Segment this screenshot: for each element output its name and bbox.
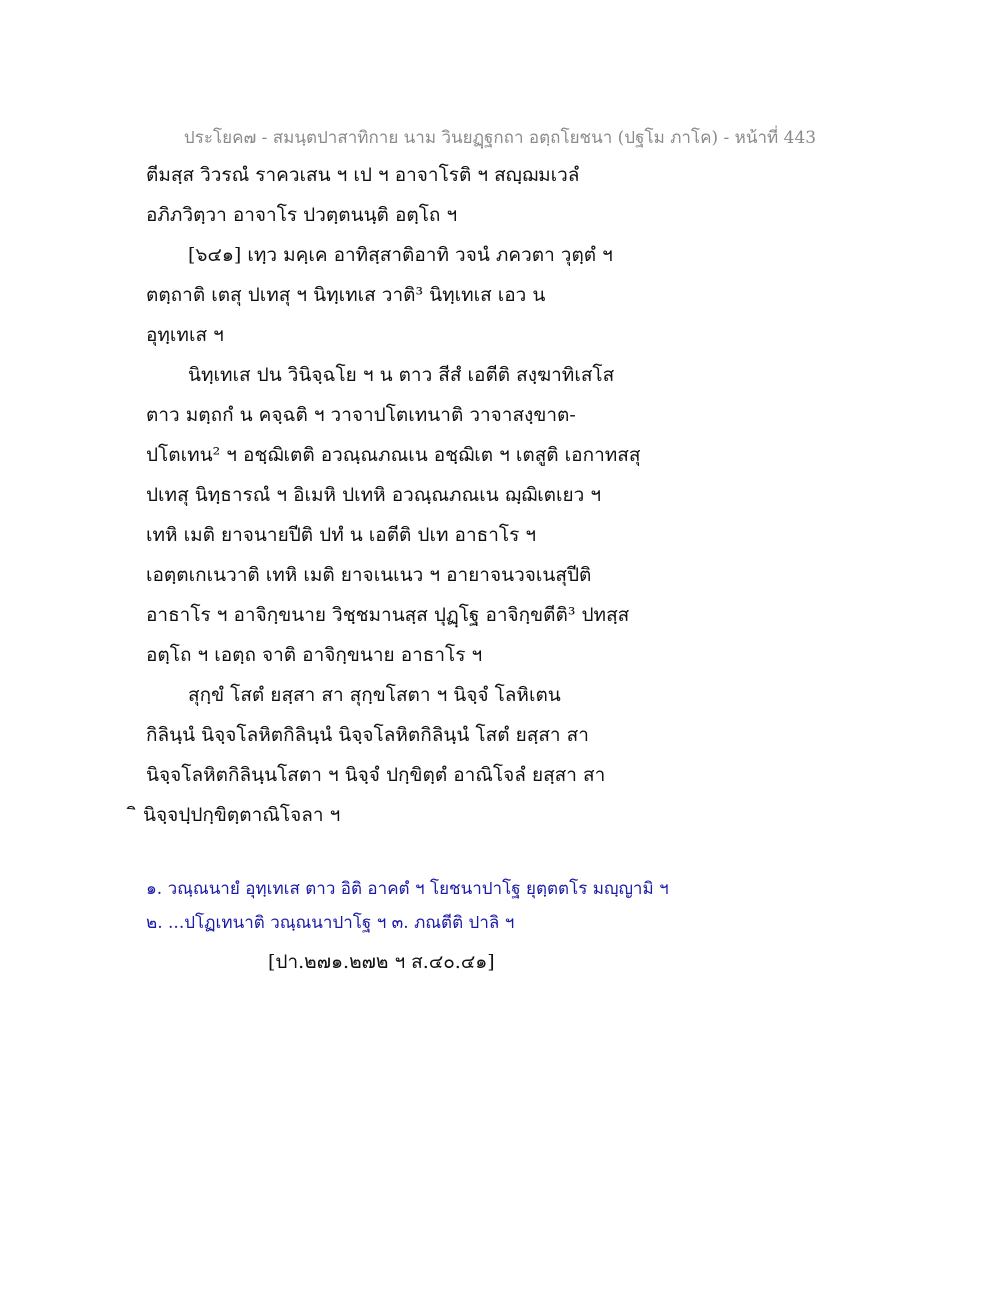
- body-line: กิลินฺนํ นิจฺจโลหิตกิลินฺนํ นิจฺจโลหิตกิลินฺนํ โสตํ ยสฺสา สา: [146, 724, 589, 746]
- body-line: อุทฺเทเส ฯ: [146, 324, 224, 346]
- body-line: อตฺโถ ฯ เอตฺถ จาติ อาจิกฺขนาย อาธาโร ฯ: [146, 644, 483, 666]
- body-line: ิ นิจฺจปฺปกฺขิตฺตาณิโจลา ฯ: [137, 804, 341, 826]
- body-line: ตตฺถาติ เตสุ ปเทสุ ฯ นิทฺเทเส วาติ³ นิทฺเทเส เอว น: [146, 284, 546, 306]
- body-line: อภิภวิตฺวา อาจาโร ปวตฺตนนฺติ อตฺโถ ฯ: [146, 204, 458, 226]
- footnote: ๒. ...ปโฏเทนาติ วณฺณนาปาโฐ ฯ ๓. ภณตีติ ปาลิ ฯ: [146, 913, 515, 933]
- body-line: ตาว มตฺถกํ น คจฺฉติ ฯ วาจาปโตเทนาติ วาจาสงฺขาต-: [146, 404, 576, 426]
- page-header: ประโยค๗ - สมนฺตปาสาทิกาย นาม วินยฏฺฐกถา อตฺถโยชนา (ปฐโม ภาโค) - หน้าที่ 443: [183, 128, 817, 148]
- body-line: สุกฺขํ โสตํ ยสฺสา สา สุกฺขโสตา ฯ นิจฺจํ โลหิเตน: [188, 684, 561, 706]
- footnote: ๑. วณฺณนายํ อุทฺเทเส ตาว อิติ อาคตํ ฯ โยชนาปาโฐ ยุตฺตตโร มญฺญามิ ฯ: [146, 879, 669, 899]
- body-line: ปเทสุ นิทฺธารณํ ฯ อิเมหิ ปเทหิ อวณฺณภณเน ฌฺฌิเตเยว ฯ: [146, 484, 602, 506]
- body-line: อาธาโร ฯ อาจิกฺขนาย วิชฺชมานสฺส ปุฏฺโฐ อาจิกฺขตีติ³ ปทสฺส: [146, 604, 630, 626]
- body-line: ตีมสฺส วิวรณํ ราควเสน ฯ เป ฯ อาจาโรติ ฯ สญฺฌมเวลํ: [146, 164, 580, 186]
- body-line: [๖๔๑] เทฺว มคฺเค อาทิสฺสาติอาทิ วจนํ ภควตา วุตฺตํ ฯ: [188, 244, 613, 266]
- page-reference: [ปา.๒๗๑.๒๗๒ ฯ ส.๔๐.๔๑]: [268, 951, 495, 973]
- body-line: เทหิ เมติ ยาจนายปีติ ปทํ น เอตีติ ปเท อาธาโร ฯ: [146, 524, 537, 546]
- body-line: นิทฺเทเส ปน วินิจฺฉโย ฯ น ตาว สีสํ เอตีติ สงฺฆาทิเสโส: [188, 364, 615, 386]
- body-line: นิจฺจโลหิตกิลินฺนโสตา ฯ นิจฺจํ ปกฺขิตฺตํ อาณิโจลํ ยสฺสา สา: [146, 764, 606, 786]
- body-line: ปโตเทน² ฯ อชฺฌิเตติ อวณฺณภณเน อชฺฌิเต ฯ เตสูติ เอกาทสสุ: [146, 444, 641, 466]
- body-line: เอตฺตเกเนวาติ เทหิ เมติ ยาจเนเนว ฯ อายาจนวจเนสุปีติ: [146, 564, 592, 586]
